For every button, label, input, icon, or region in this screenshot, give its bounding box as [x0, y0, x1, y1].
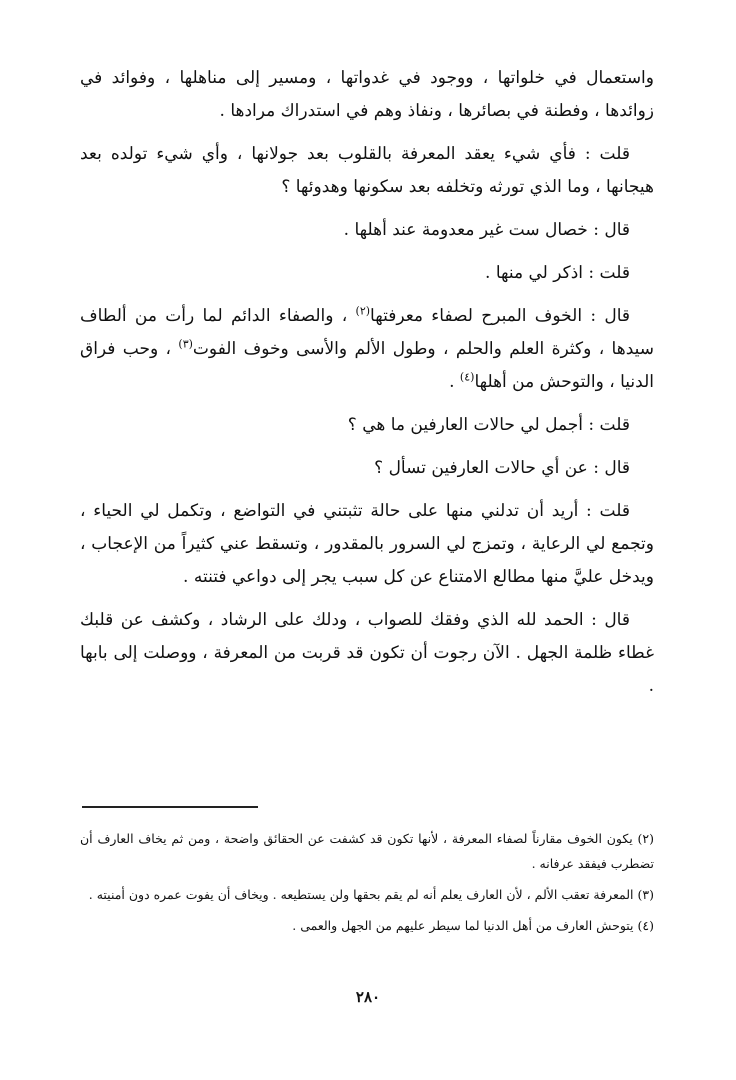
paragraph-summarize-states: قلت : أجمل لي حالات العارفين ما هي ؟: [347, 415, 630, 435]
traits-text-part3: ، وحب فراق الدنيا ، والتوحش من أهلها: [80, 339, 654, 392]
footnotes: [80, 826, 654, 944]
paragraph-praise-answer: قال : الحمد لله الذي وفقك للصواب ، ودلك على الرشاد ، وكشف عن قلبك غطاء ظلمة الجهل . الآن رجوت أن تكون قد قربت من المعرفة ، ووصلت إلى بابها .: [80, 610, 654, 696]
footnote-ref-2[interactable]: (٢): [355, 304, 371, 318]
footnote-ref-3[interactable]: (٣): [178, 337, 193, 351]
traits-text-part4: .: [449, 372, 460, 392]
paragraph-six-traits: قال : خصال ست غير معدومة عند أهلها .: [343, 220, 630, 240]
paragraph-humility-request: قلت : أريد أن تدلني منها على حالة تثبتني في التواضع ، وتكمل لي الحياء ، وتجمع لي الرعاية ، وتمزج لي السرور بالمقدور ، وتسقط عني كثيراً من الإعجاب ، ويدخل عليَّ منها مطالع الامتناع عن كل سبب يجر إلى دواعي فتنته .: [80, 501, 654, 587]
paragraph-which-states: قال : عن أي حالات العارفين تسأل ؟: [374, 458, 630, 478]
main-text: [80, 62, 654, 713]
traits-text-part2: ، والصفاء الدائم لما رأت من ألطاف سيدها ، وكثرة العلم والحلم ، وطول الألم والأسى وخوف الفوت: [80, 306, 654, 359]
footnote-4: (٤) يتوحش العارف من أهل الدنيا لما سيطر عليهم من الجهل والعمى .: [292, 918, 654, 933]
footnote-3: (٣) المعرفة تعقب الألم ، لأن العارف يعلم أنه لم يقم بحقها ولن يستطيعه . ويخاف أن يفوت عمره دون أمنيته .: [88, 887, 654, 902]
footnote-ref-4[interactable]: (٤): [459, 370, 475, 384]
footnote-2: (٢) يكون الخوف مقارناً لصفاء المعرفة ، لأنها تكون قد كشفت عن الحقائق واضحة ، ومن ثم يخاف العارف أن تضطرب فيفقد عرفانه .: [80, 831, 654, 871]
paragraph-traits-list: [80, 300, 654, 399]
paragraph-question-knowledge: قلت : فأي شيء يعقد المعرفة بالقلوب بعد جولانها ، وأي شيء تولده بعد هيجانها ، وما الذي تورثه وتخلفه بعد سكونها وهدوئها ؟: [80, 144, 654, 197]
paragraph-continuation: واستعمال في خلواتها ، ووجود في غدواتها ، ومسير إلى مناهلها ، وفوائد في زوائدها ، وفطنة في بصائرها ، ونفاذ وهم في استدراك مرادها .: [80, 68, 654, 121]
page-number: ٢٨٠: [355, 988, 381, 1006]
traits-text-part1: قال : الخوف المبرح لصفاء معرفتها: [370, 306, 631, 326]
footnote-separator: [82, 806, 258, 808]
paragraph-mention-them: قلت : اذكر لي منها .: [485, 263, 630, 283]
